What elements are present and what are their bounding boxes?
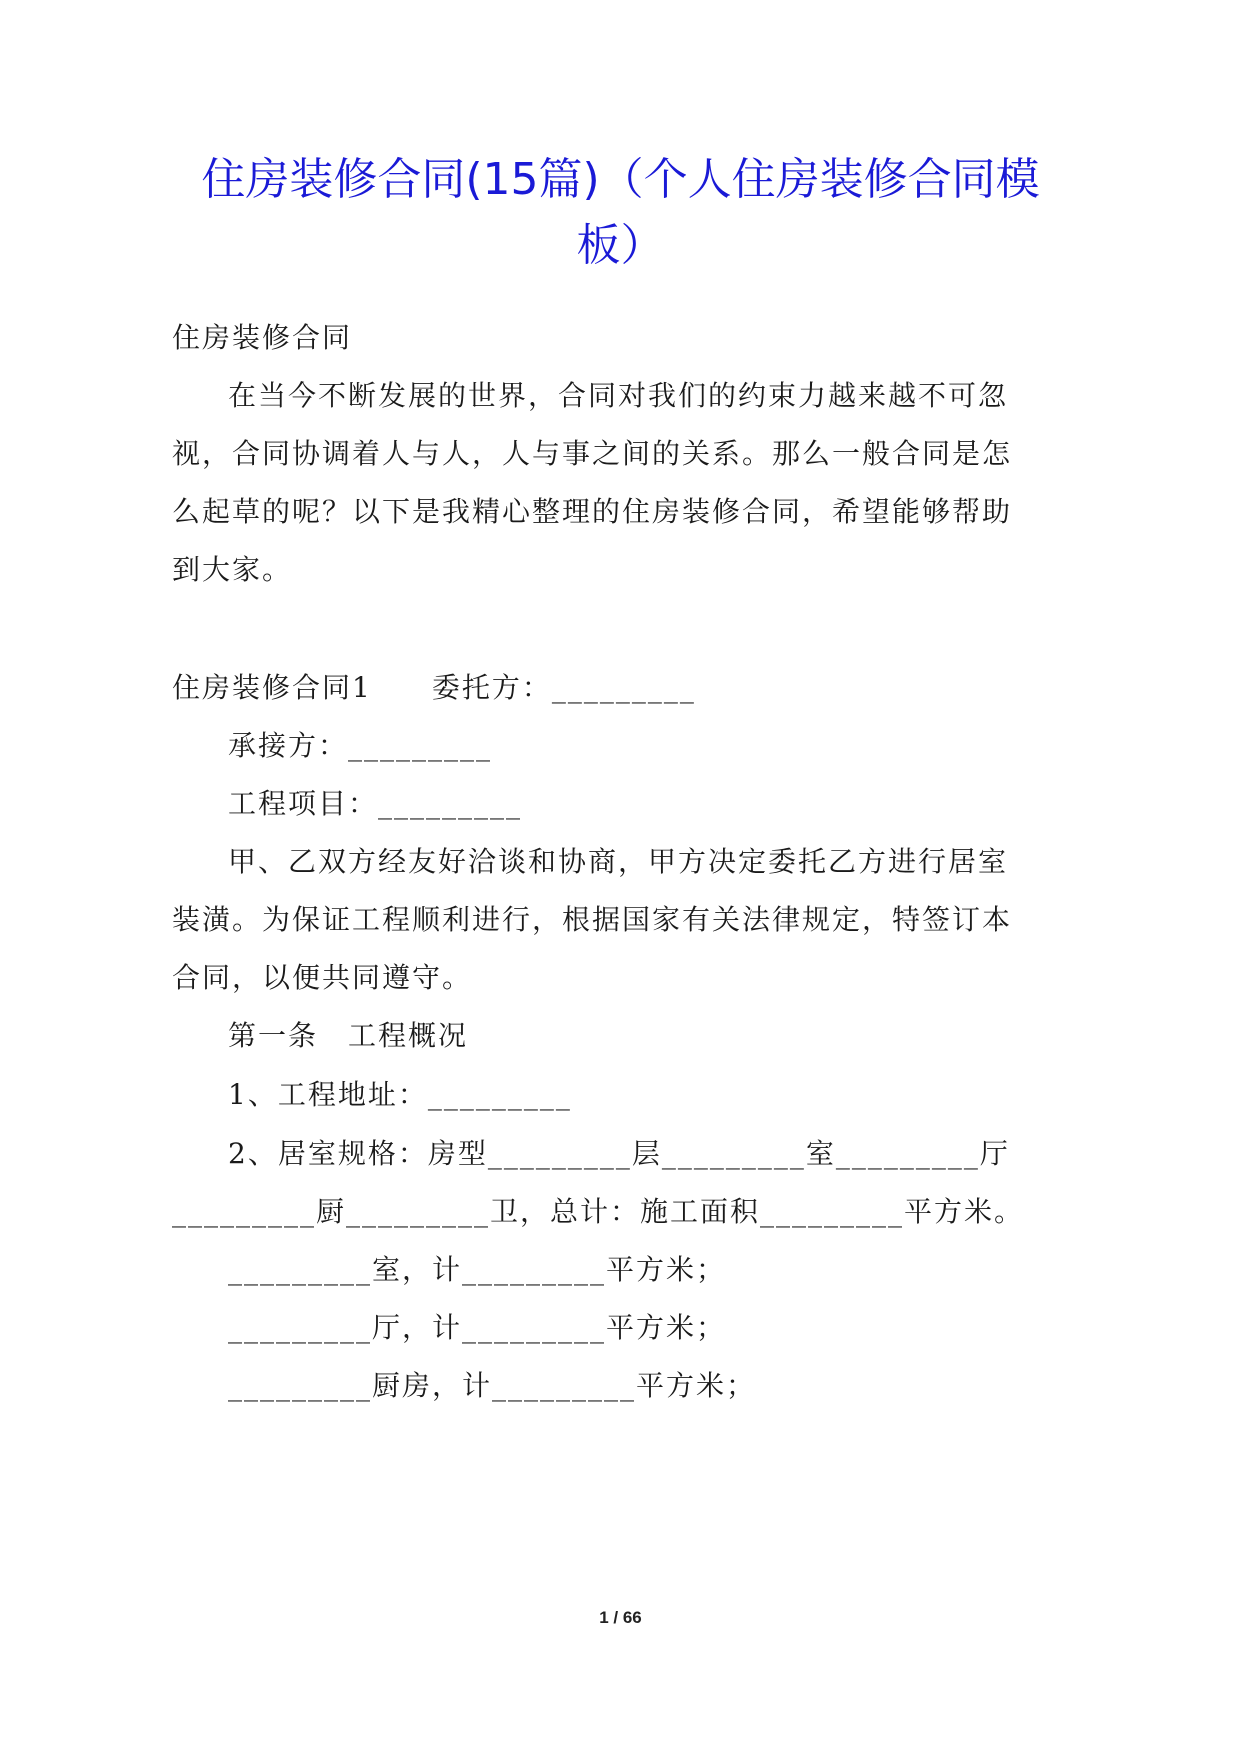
- room-spec-line: 2、居室规格：房型_________层_________室_________厅: [228, 1137, 1010, 1170]
- document-title-continued: 板）: [576, 220, 665, 271]
- room-area-line: _________室，计_________平方米；: [228, 1253, 727, 1286]
- section-heading: 住房装修合同: [172, 321, 353, 354]
- document-title: 住房装修合同(15篇)（个人住房装修合同模: [201, 154, 1040, 205]
- intro-paragraph-line: 到大家。: [172, 553, 293, 586]
- intro-paragraph-line: 么起草的呢？以下是我精心整理的住房装修合同，希望能够帮助: [172, 495, 1013, 528]
- contract-1-heading: 住房装修合同1 委托方：_________: [172, 671, 696, 704]
- agreement-paragraph-line: 甲、乙双方经友好洽谈和协商，甲方决定委托乙方进行居室: [228, 845, 1009, 878]
- project-field: 工程项目：_________: [228, 787, 523, 820]
- project-address-field: 1、工程地址：_________: [228, 1078, 572, 1111]
- page-number: 1 / 66: [599, 1608, 642, 1627]
- intro-paragraph-line: 视，合同协调着人与人，人与事之间的关系。那么一般合同是怎: [172, 437, 1013, 470]
- hall-area-line: _________厅，计_________平方米；: [228, 1311, 727, 1344]
- agreement-paragraph-line: 合同，以便共同遵守。: [172, 961, 473, 994]
- article-1-heading: 第一条 工程概况: [228, 1019, 469, 1052]
- room-spec-line: _________厨_________卫，总计：施工面积_________平方米。: [172, 1195, 1025, 1228]
- contractor-field: 承接方：_________: [228, 729, 493, 762]
- intro-paragraph-line: 在当今不断发展的世界，合同对我们的约束力越来越不可忽: [228, 379, 1009, 412]
- kitchen-area-line: _________厨房，计_________平方米；: [228, 1369, 757, 1402]
- agreement-paragraph-line: 装潢。为保证工程顺利进行，根据国家有关法律规定，特签订本: [172, 903, 1013, 936]
